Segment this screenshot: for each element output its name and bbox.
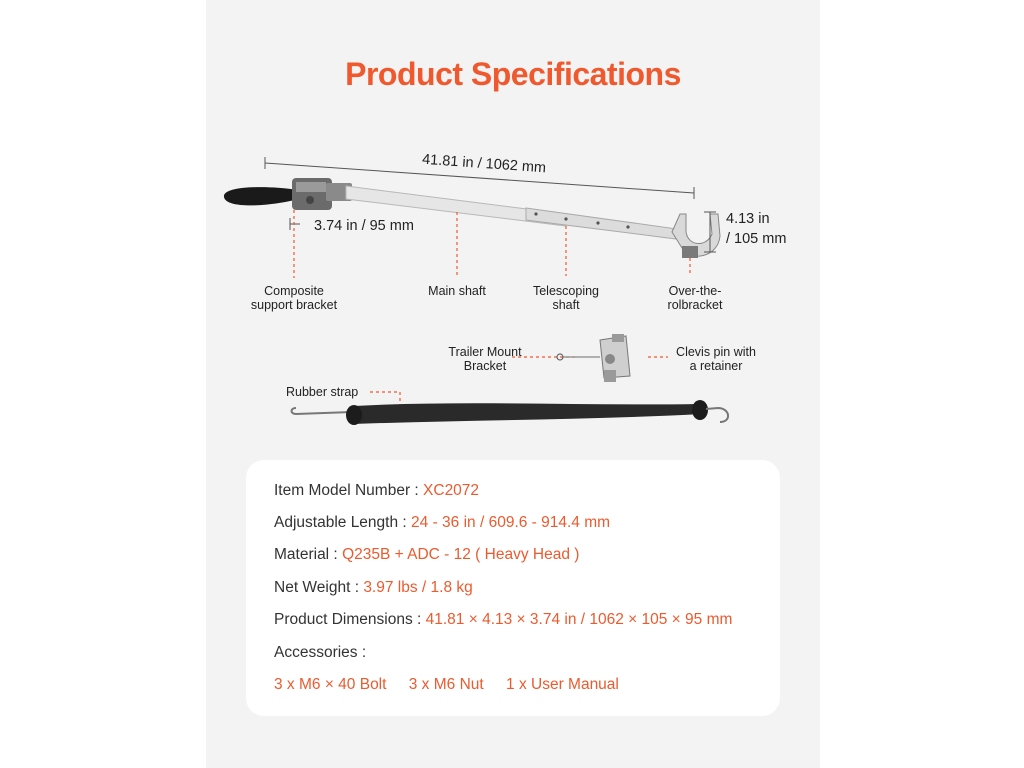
spec-row xyxy=(274,644,366,662)
spec-value: Q235B + ADC - 12 ( Heavy Head ) xyxy=(342,546,580,563)
spec-row xyxy=(274,579,473,597)
spec-value: 24 - 36 in / 609.6 - 914.4 mm xyxy=(411,514,611,531)
composite-support-bracket xyxy=(292,178,352,210)
spec-card xyxy=(246,460,780,716)
rubber-strap xyxy=(292,400,729,425)
page-title: Product Specifications xyxy=(345,56,681,92)
spec-value: 41.81 × 4.13 × 3.74 in / 1062 × 105 × 95 mm xyxy=(425,611,733,628)
spec-row xyxy=(274,482,479,500)
accessories-list xyxy=(274,676,637,694)
spec-row xyxy=(274,546,579,564)
spec-label: Net Weight : xyxy=(274,579,364,596)
trailer-mount-bracket xyxy=(557,334,630,382)
label-over-the-roll-bracket: Over-the- rolbracket xyxy=(667,284,723,312)
label-composite-bracket: Composite support bracket xyxy=(250,284,338,312)
spec-row xyxy=(274,611,732,629)
spec-value: XC2072 xyxy=(423,482,480,499)
label-rubber-strap: Rubber strap xyxy=(286,385,359,399)
spec-label: Adjustable Length : xyxy=(274,514,412,531)
spec-label: Item Model Number : xyxy=(274,482,424,499)
leader-lines xyxy=(294,210,690,410)
label-main-shaft: Main shaft xyxy=(428,284,486,298)
handle-loop xyxy=(224,187,302,205)
spec-value: 3.97 lbs / 1.8 kg xyxy=(363,579,473,596)
accessory-item: 3 x M6 Nut xyxy=(408,676,484,693)
accessory-item: 1 x User Manual xyxy=(506,676,619,693)
accessory-item: 3 x M6 × 40 Bolt xyxy=(274,676,387,693)
label-telescoping-shaft: Telescoping shaft xyxy=(532,284,599,312)
label-clevis-pin: Clevis pin with a retainer xyxy=(676,345,756,373)
spec-sheet xyxy=(206,0,820,768)
height-dimension-line1: 4.13 in xyxy=(726,211,770,227)
spec-row xyxy=(274,514,610,532)
width-dimension: 3.74 in / 95 mm xyxy=(314,218,414,234)
label-trailer-mount-bracket: Trailer Mount Bracket xyxy=(448,345,522,373)
length-dimension: 41.81 in / 1062 mm xyxy=(421,151,547,177)
spec-label: Accessories : xyxy=(274,644,367,661)
width-dimension-line xyxy=(290,218,300,230)
spec-label: Material : xyxy=(274,546,343,563)
spec-label: Product Dimensions : xyxy=(274,611,426,628)
height-dimension-line2: / 105 mm xyxy=(726,231,787,247)
